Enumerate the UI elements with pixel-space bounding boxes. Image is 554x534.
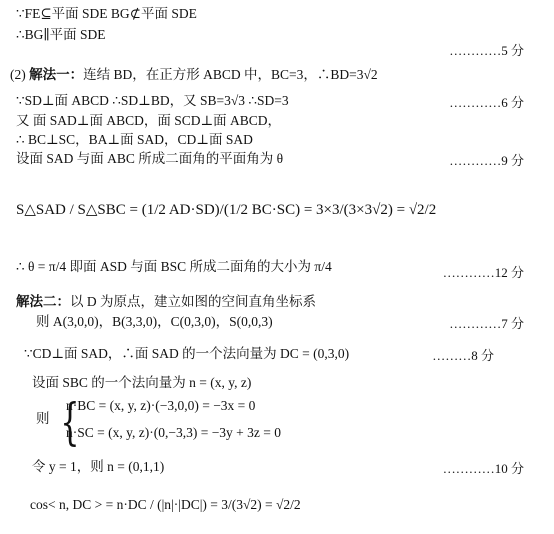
line-cos-vectors: cos< n, DC > = n·DC / (|n|·|DC|) = 3/(3√2) = √2/2 bbox=[30, 497, 301, 512]
score-9: …………9 分 bbox=[449, 153, 524, 168]
system-eq-1: n·BC = (x, y, z)·(−3,0,0) = −3x = 0 bbox=[66, 398, 256, 413]
cos-theta-formula: S△SAD / S△SBC = (1/2 AD·SD)/(1/2 BC·SC) = 3×3/(3×3√2) = √2/2 bbox=[16, 202, 437, 218]
score-12: …………12 分 bbox=[442, 265, 524, 280]
score-5: …………5 分 bbox=[449, 43, 524, 58]
line-method-two: 解法二：以 D 为原点，建立如图的空间直角坐标系 bbox=[16, 294, 316, 309]
score-10: …………10 分 bbox=[442, 461, 524, 476]
score-8: ………8 分 bbox=[432, 348, 494, 363]
brace-glyph: { bbox=[60, 393, 80, 451]
line-dihedral-angle: 设面 SAD 与面 ABC 所成二面角的平面角为 θ bbox=[16, 151, 284, 166]
line-method-one: (2) 解法一：连结 BD，在正方形 ABCD 中，BC=3，∴BD=3√2 bbox=[10, 67, 378, 82]
score-6: …………6 分 bbox=[449, 95, 524, 110]
line-sd-perp: ∵SD⊥面 ABCD ∴SD⊥BD，又 SB=3√3 ∴SD=3 bbox=[16, 93, 289, 108]
line-normal-sbc: 设面 SBC 的一个法向量为 n = (x, y, z) bbox=[32, 375, 252, 390]
line-n-result: 令 y = 1，则 n = (0,1,1) bbox=[32, 459, 165, 474]
line-normal-sad: ∵CD⊥面 SAD，∴面 SAD 的一个法向量为 DC = (0,3,0) bbox=[24, 346, 350, 361]
line-coordinates: 则 A(3,0,0)，B(3,3,0)，C(0,3,0)，S(0,0,3) bbox=[36, 314, 273, 329]
score-7: …………7 分 bbox=[449, 316, 524, 331]
line-fe-in-plane: ∵FE⊆平面 SDE BG⊄平面 SDE bbox=[16, 6, 197, 21]
line-theta-result: ∴ θ = π/4 即面 ASD 与面 BSC 所成二面角的大小为 π/4 bbox=[16, 259, 332, 274]
system-label: 则 bbox=[36, 411, 50, 426]
line-bg-parallel: ∴BG∥平面 SDE bbox=[16, 27, 106, 42]
system-eq-2: n·SC = (x, y, z)·(0,−3,3) = −3y + 3z = 0 bbox=[66, 425, 282, 440]
line-planes-perp: 又 面 SAD⊥面 ABCD，面 SCD⊥面 ABCD， bbox=[16, 113, 282, 128]
line-bc-perp-sc: ∴ BC⊥SC，BA⊥面 SAD，CD⊥面 SAD bbox=[16, 132, 253, 147]
